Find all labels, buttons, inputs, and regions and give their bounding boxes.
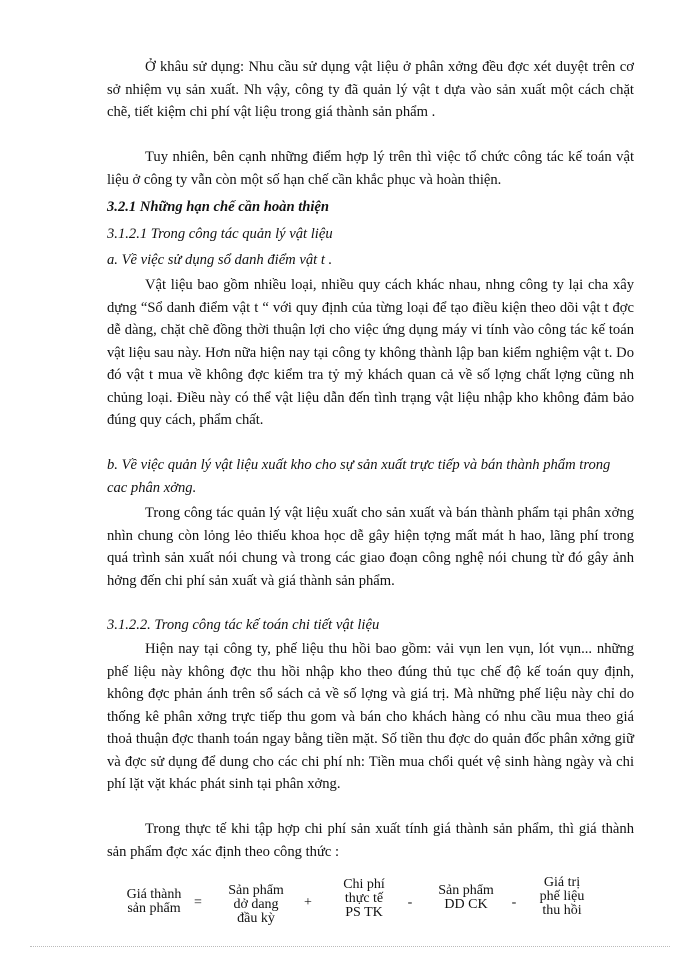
heading-limitations: 3.2.1 Những hạn chế cần hoàn thiện	[107, 199, 330, 215]
formula-scrap-value: Giá trị phế liệu thu hồi	[539, 875, 585, 918]
formula-plus: +	[304, 895, 312, 910]
page-bottom-divider	[30, 946, 670, 947]
paragraph-formula-intro: Trong thực tế khi tập hợp chi phí sản xuất tính giá thành sản phẩm, thì giá thành sản phẩm đợc xác định theo công thức :	[107, 821, 634, 860]
paragraph-material-issue: Trong công tác quản lý vật liệu xuất cho sản xuất và bán thành phẩm tại phân xởng nhìn chung còn lỏng lẻo thiếu khoa học dễ gây hiện tợng mất mát h hao, lãng phí trong quá trình sản xuất nói chung và trong các giao đoạn công nghệ nói chung từ đó gây ảnh hởng đến chi phí sản xuất và giá thành sản phẩm.	[107, 505, 634, 589]
formula-lhs: Giá thành sản phẩm	[126, 887, 182, 916]
formula-opening-wip: Sản phẩm dở dang đầu kỳ	[228, 883, 284, 926]
heading-material-issue: b. Về việc quản lý vật liệu xuất kho cho sự sản xuất trực tiếp và bán thành phẩm trong cac phân xởng.	[107, 457, 611, 496]
formula-minus-2: -	[511, 895, 517, 910]
heading-detailed-accounting: 3.1.2.2. Trong công tác kế toán chi tiết vật liệu	[107, 617, 380, 633]
paragraph-scrap: Hiện nay tại công ty, phế liệu thu hồi bao gồm: vải vụn len vụn, lót vụn... những phế liệu này không đợc thu hồi nhập kho theo đúng thủ tục chế độ kế toán quy định, không đợc phản ánh trên sổ sách cả về số lợng và giá trị. Mà những phế liệu này chỉ do thống kê phân xởng trực tiếp thu gom và bán cho khách hàng có nhu cầu mua theo giá thoả thuận đợc thanh toán ngay bằng tiền mặt. Số tiền thu đợc do quản đốc phân xởng giữ và đợc sử dụng để dung cho các chi phí nh: Tiền mua chổi quét vệ sinh hàng ngày và chi phí lặt vặt khác phát sinh tại phân xởng.	[107, 641, 634, 792]
paragraph-however: Tuy nhiên, bên cạnh những điểm hợp lý trên thì việc tổ chức công tác kế toán vật liệu ở công ty vẫn còn một số hạn chế cần khắc phục và hoàn thiện.	[107, 149, 634, 188]
formula-actual-cost: Chi phí thực tế PS TK	[343, 877, 385, 920]
paragraph-usage: Ở khâu sử dụng: Nhu cầu sử dụng vật liệu ở phân xởng đều đợc xét duyệt trên cơ sở nhiệm vụ sản xuất. Nh vậy, công ty đã quản lý vật t dựa vào sản xuất một cách chặt chẽ, tiết kiệm chi phí vật liệu trong giá thành sản phẩm .	[107, 59, 634, 120]
paragraph-item-list: Vật liệu bao gồm nhiều loại, nhiều quy cách khác nhau, nhng công ty lại cha xây dựng “Sổ danh điểm vật t “ với quy định của từng loại để tạo điều kiện theo dõi vật t đợc dễ dàng, chặt chẽ đồng thời thuận lợi cho việc ứng dụng máy vi tính vào công tác kế toán vật liệu sau này. Hơn nữa hiện nay tại công ty không thành lập ban kiểm nghiệm vật t. Do đó vật t mua về không đợc kiểm tra tỷ mỷ khách quan cả về số lợng chất lợng cũng nh chủng loại. Điều này có thể vật liệu dẫn đến tình trạng vật liệu nhập kho không đảm bảo đúng quy cách, phẩm chất.	[107, 277, 634, 428]
formula-closing-wip: Sản phẩm DD CK	[438, 883, 494, 912]
heading-material-management: 3.1.2.1 Trong công tác quản lý vật liệu	[107, 226, 333, 242]
cost-formula	[0, 870, 700, 940]
heading-item-list: a. Về việc sử dụng sổ danh điểm vật t .	[107, 252, 333, 268]
formula-minus-1: -	[407, 895, 413, 910]
formula-equals: =	[194, 895, 202, 910]
